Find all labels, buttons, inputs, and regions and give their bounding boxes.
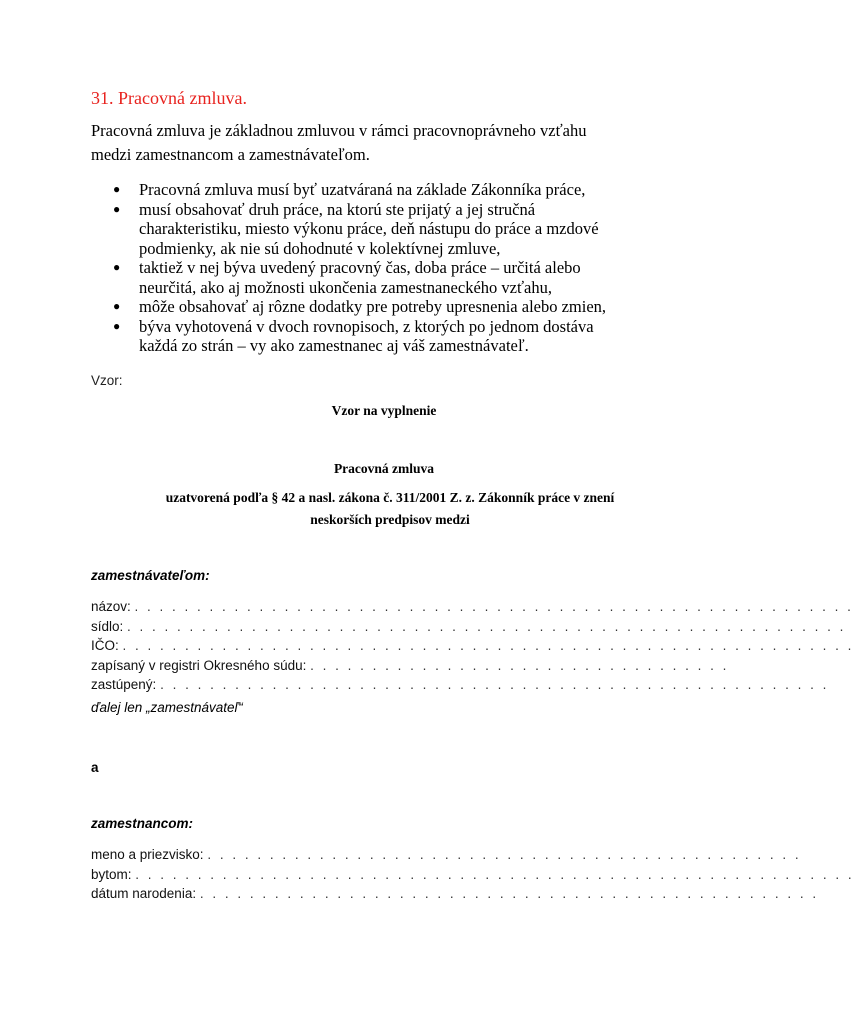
conjunction: a: [91, 760, 99, 775]
list-item-text: podmienky, ak nie sú dohodnuté v kolektívnej zmluve,: [139, 238, 501, 258]
field-label: názov:: [91, 599, 131, 614]
employee-label: zamestnancom:: [91, 816, 194, 831]
intro-line: Pracovná zmluva je základnou zmluvou v rámci pracovnoprávneho vzťahu: [91, 121, 587, 140]
list-item: [113, 317, 673, 356]
intro-paragraph: [91, 119, 651, 167]
bullet-icon: ●: [113, 299, 121, 313]
field-label: meno a priezvisko:: [91, 847, 204, 862]
field-label: IČO:: [91, 638, 119, 653]
list-item-text: môže obsahovať aj rôzne dodatky pre potreby upresnenia alebo zmien,: [139, 297, 607, 316]
employer-field-representative: [91, 675, 854, 695]
employee-field-address: [91, 865, 854, 885]
fill-in-line[interactable]: . . . . . . . . . . . . . . . . . . . . . . . . . . . . . . . . . . . . . . . . . . . . . . . . . . . . . . . . . .: [134, 599, 854, 614]
contract-subtitle-line: uzatvorená podľa § 42 a nasl. zákona č. 311/2001 Z. z. Zákonník práce v znení: [165, 490, 615, 505]
sample-label: Vzor:: [91, 373, 123, 388]
employer-field-ico: [91, 636, 854, 656]
list-item: [113, 180, 673, 200]
employee-fields: [91, 845, 854, 904]
requirements-list: [113, 180, 673, 356]
employer-fields: [91, 597, 854, 695]
contract-title: Pracovná zmluva: [333, 461, 435, 476]
bullet-icon: ●: [113, 318, 121, 333]
list-item-text: taktiež v nej býva uvedený pracovný čas, doba práce – určitá alebo: [139, 258, 581, 277]
intro-line: medzi zamestnancom a zamestnávateľom.: [91, 145, 370, 164]
fill-in-line[interactable]: . . . . . . . . . . . . . . . . . . . . . . . . . . . . . . . . . . . . . . . . . . . . . . . . . . . . . .: [160, 677, 829, 692]
fill-in-line[interactable]: . . . . . . . . . . . . . . . . . . . . . . . . . . . . . . . . . .: [310, 657, 729, 673]
employer-alias: ďalej len „zamestnávateľ“: [91, 700, 243, 715]
field-label: zapísaný v registri Okresného súdu:: [91, 657, 307, 673]
fill-in-line[interactable]: . . . . . . . . . . . . . . . . . . . . . . . . . . . . . . . . . . . . . . . . . . . . . . . . . . . . . . . . . .: [135, 866, 854, 882]
contract-subtitle: [110, 487, 670, 531]
bullet-icon: ●: [113, 260, 121, 274]
list-item: [113, 297, 673, 317]
list-item-text: musí obsahovať druh práce, na ktorú ste prijatý a jej stručná: [139, 199, 536, 219]
bullet-icon: ●: [113, 201, 121, 216]
fill-in-line[interactable]: . . . . . . . . . . . . . . . . . . . . . . . . . . . . . . . . . . . . . . . . . . . . . . . .: [207, 847, 802, 862]
field-label: sídlo:: [91, 618, 124, 634]
sample-title: Vzor na vyplnenie: [331, 403, 437, 418]
field-label: dátum narodenia:: [91, 886, 197, 901]
list-item: [113, 200, 673, 259]
employer-field-name: [91, 597, 854, 617]
field-label: bytom:: [91, 866, 132, 882]
employer-field-seat: [91, 617, 854, 637]
contract-subtitle-line: neskorších predpisov medzi: [310, 512, 470, 527]
section-heading: 31. Pracovná zmluva.: [91, 88, 247, 108]
list-item-text: Pracovná zmluva musí byť uzatváraná na základe Zákonníka práce,: [139, 180, 586, 199]
employee-field-name: [91, 845, 854, 865]
list-item-text: býva vyhotovená v dvoch rovnopisoch, z ktorých po jednom dostáva: [139, 316, 594, 336]
fill-in-line[interactable]: . . . . . . . . . . . . . . . . . . . . . . . . . . . . . . . . . . . . . . . . . . . . . . . . . . . . . . . . . . .: [122, 638, 854, 653]
fill-in-line[interactable]: . . . . . . . . . . . . . . . . . . . . . . . . . . . . . . . . . . . . . . . . . . . . . . . . . .: [199, 886, 819, 901]
field-label: zastúpený:: [91, 677, 157, 692]
list-item-text: neurčitá, ako aj možnosti ukončenia zamestnaneckého vzťahu,: [139, 277, 552, 297]
fill-in-line[interactable]: . . . . . . . . . . . . . . . . . . . . . . . . . . . . . . . . . . . . . . . . . . . . . . . . . . . . . . . . . .: [127, 618, 846, 634]
employer-label: zamestnávateľom:: [91, 568, 210, 583]
employer-field-register: [91, 656, 854, 676]
employee-field-birthdate: [91, 884, 854, 904]
list-item: [113, 258, 673, 297]
list-item-text: charakteristiku, miesto výkonu práce, deň nástupu do práce a mzdové: [139, 219, 599, 238]
bullet-icon: ●: [113, 182, 121, 196]
list-item-text: každá zo strán – vy ako zamestnanec aj váš zamestnávateľ.: [139, 336, 529, 355]
